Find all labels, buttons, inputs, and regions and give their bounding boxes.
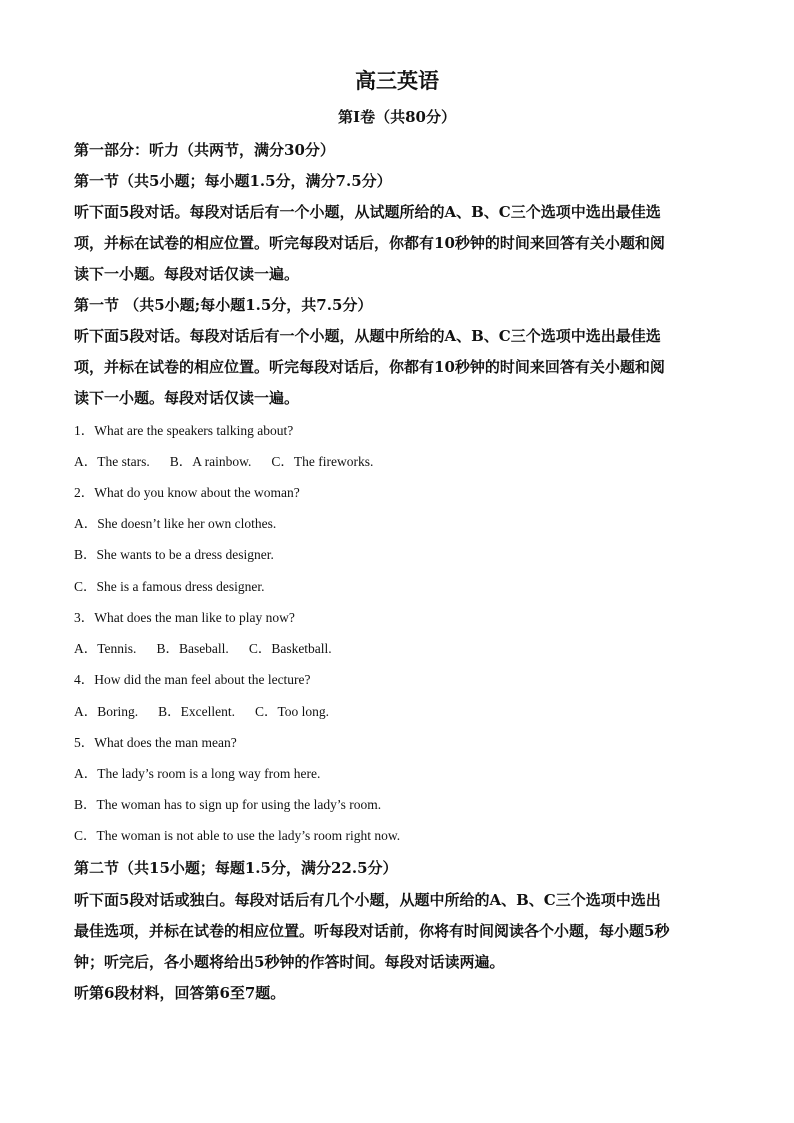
section1-instruction-line: 读下一小题。每段对话仅读一遍。 <box>74 265 300 283</box>
option-a: A．The stars. <box>74 454 150 469</box>
question-5-option-c: C．The woman is not able to use the lady’s room right now. <box>74 828 401 843</box>
option-a: A．Boring. <box>74 704 139 719</box>
section2-heading: 第二节（共15小题；每题1.5分，满分22.5分） <box>74 859 398 877</box>
question-4-options <box>74 702 734 722</box>
page-title: 高三英语 <box>355 68 439 93</box>
section2-instruction-line: 最佳选项，并标在试卷的相应位置。听每段对话前，你将有时间阅读各个小题，每小题5秒 <box>74 922 670 940</box>
section2-instruction-line: 钟；听完后，各小题将给出5秒钟的作答时间。每段对话读两遍。 <box>74 953 505 971</box>
option-b: B．A rainbow. <box>169 454 252 469</box>
question-2-stem: 2．What do you know about the woman? <box>74 485 300 500</box>
question-1-stem: 1．What are the speakers talking about? <box>74 423 294 438</box>
section1b-instruction-line: 项，并标在试卷的相应位置。听完每段对话后，你都有10秒钟的时间来回答有关小题和阅 <box>74 358 665 376</box>
question-4-stem: 4．How did the man feel about the lecture? <box>74 672 311 687</box>
option-c: C．The fireworks. <box>271 454 374 469</box>
option-b: B．Baseball. <box>156 641 229 656</box>
section2-instruction-line: 听下面5段对话或独白。每段对话后有几个小题，从题中所给的A、B、C三个选项中选出 <box>74 891 661 909</box>
question-2-option-a: A．She doesn’t like her own clothes. <box>74 516 277 531</box>
section1-instruction-line: 听下面5段对话。每段对话后有一个小题，从试题所给的A、B、C三个选项中选出最佳选 <box>74 203 661 221</box>
section1b-instruction-line: 读下一小题。每段对话仅读一遍。 <box>74 389 300 407</box>
option-c: C．Too long. <box>254 704 330 719</box>
paper-subtitle: 第Ⅰ卷（共80分） <box>338 108 456 126</box>
section1-instruction-line: 项，并标在试卷的相应位置。听完每段对话后，你都有10秒钟的时间来回答有关小题和阅 <box>74 234 665 252</box>
material-6-instruction: 听第6段材料，回答第6至7题。 <box>74 984 286 1002</box>
section1b-heading: 第一节 （共5小题;每小题1.5分，共7.5分） <box>74 296 373 314</box>
section1-heading: 第一节（共5小题；每小题1.5分，满分7.5分） <box>74 172 392 190</box>
question-5-option-a: A．The lady’s room is a long way from here. <box>74 766 321 781</box>
option-a: A．Tennis. <box>74 641 137 656</box>
option-b: B．Excellent. <box>158 704 235 719</box>
question-5-stem: 5．What does the man mean? <box>74 735 237 750</box>
question-5-option-b: B．The woman has to sign up for using the lady’s room. <box>74 797 382 812</box>
option-c: C．Basketball. <box>248 641 332 656</box>
part1-heading: 第一部分：听力（共两节，满分30分） <box>74 141 335 159</box>
question-3-stem: 3．What does the man like to play now? <box>74 610 295 625</box>
question-1-options <box>74 452 734 472</box>
question-2-option-c: C．She is a famous dress designer. <box>74 579 265 594</box>
question-3-options <box>74 639 734 659</box>
section1b-instruction-line: 听下面5段对话。每段对话后有一个小题，从题中所给的A、B、C三个选项中选出最佳选 <box>74 327 661 345</box>
question-2-option-b: B．She wants to be a dress designer. <box>74 547 274 562</box>
